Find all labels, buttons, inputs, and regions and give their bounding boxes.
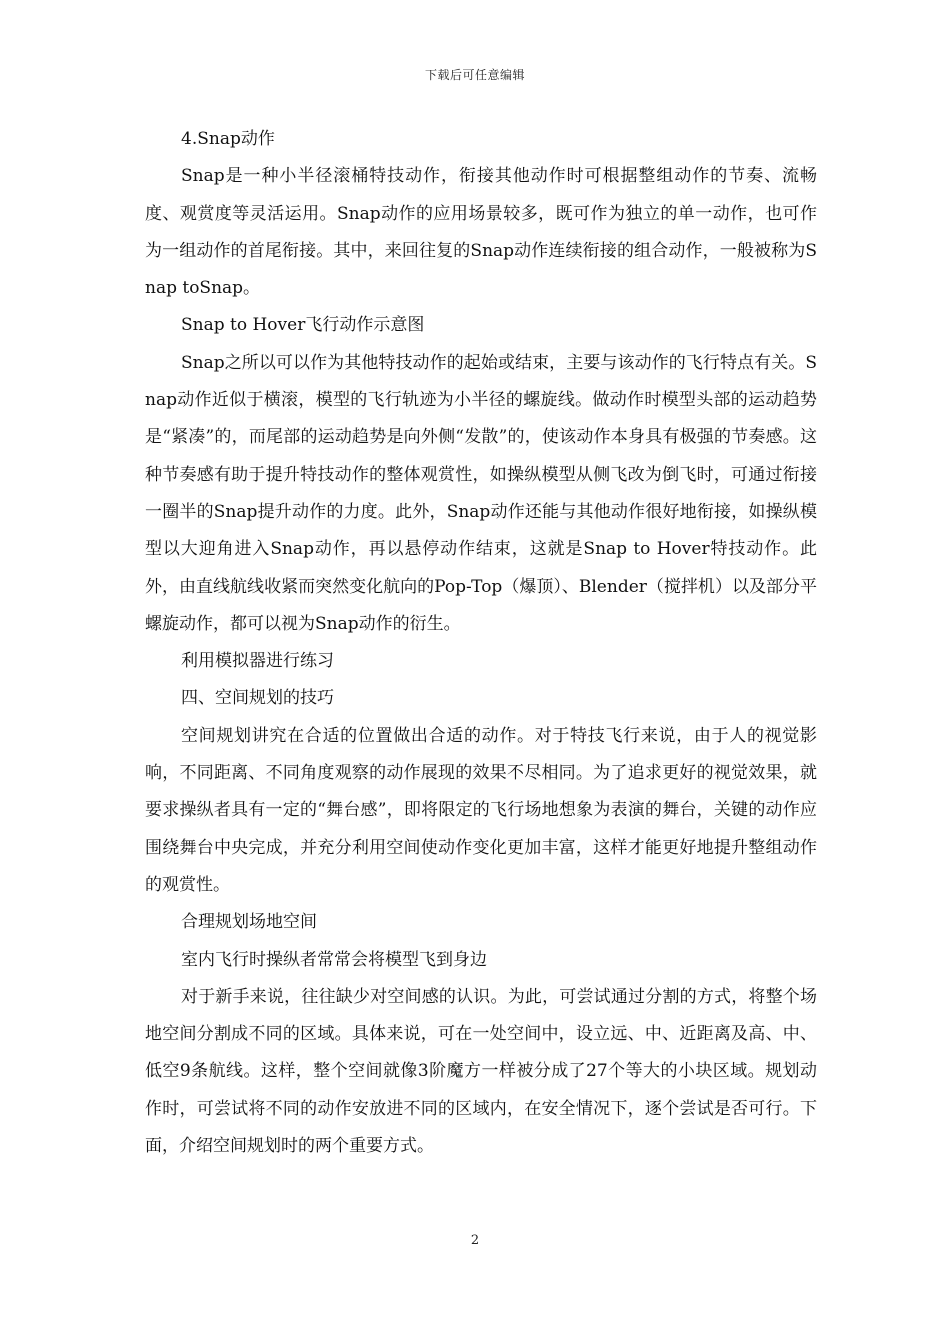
subheading-venue-planning: 合理规划场地空间 (181, 912, 317, 933)
paragraph-snap-characteristics: Snap之所以可以作为其他特技动作的起始或结束，主要与该动作的飞行特点有关。Snap动作近似于横滚，模型的飞行轨迹为小半径的螺旋线。做动作时模型头部的运动趋势是“紧凑”的，而尾部的运动趋势是向外侧“发散”的，使该动作本身具有极强的节奏感。这种节奏感有助于提升特技动作的整体观赏性，如操纵模型从侧飞改为倒飞时，可通过衔接一圈半的Snap提升动作的力度。此外，Snap动作还能与其他动作很好地衔接，如操纵模型以大迎角进入Snap动作，再以悬停动作结束，这就是Snap to Hover特技动作。此外，由直线航线收紧而突然变化航向的Pop-Top（爆顶）、Blender（搅拌机）以及部分平螺旋动作，都可以视为Snap动作的衍生。 (145, 352, 817, 634)
paragraph-snap-intro: Snap是一种小半径滚桶特技动作，衔接其他动作时可根据整组动作的节奏、流畅度、观赏度等灵活运用。Snap动作的应用场景较多，既可作为独立的单一动作，也可作为一组动作的首尾衔接。其中，来回往复的Snap动作连续衔接的组合动作，一般被称为Snap toSnap。 (145, 166, 817, 299)
page-number: 2 (470, 1233, 480, 1248)
figure-caption-snap-to-hover: Snap to Hover飞行动作示意图 (181, 315, 425, 336)
section-heading-snap: 4.Snap动作 (181, 129, 275, 149)
paragraph-space-planning: 空间规划讲究在合适的位置做出合适的动作。对于特技飞行来说，由于人的视觉影响，不同距离、不同角度观察的动作展现的效果不尽相同。为了追求更好的视觉效果，就要求操纵者具有一定的“舞台感”，即将限定的飞行场地想象为表演的舞台，关键的动作应围绕舞台中央完成，并充分利用空间使动作变化更加丰富，这样才能更好地提升整组动作的观赏性。 (145, 725, 817, 895)
paragraph-space-division: 对于新手来说，往往缺少对空间感的认识。为此，可尝试通过分割的方式，将整个场地空间分割成不同的区域。具体来说，可在一处空间中，设立远、中、近距离及高、中、低空9条航线。这样，整个空间就像3阶魔方一样被分成了27个等大的小块区域。规划动作时，可尝试将不同的动作安放进不同的区域内，在安全情况下，逐个尝试是否可行。下面，介绍空间规划时的两个重要方式。 (145, 986, 817, 1157)
section-heading-space-planning: 四、空间规划的技巧 (181, 688, 334, 709)
page-header: 下载后可任意编辑 (424, 68, 525, 82)
document-body (145, 121, 817, 1165)
figure-caption-simulator: 利用模拟器进行练习 (181, 651, 334, 672)
figure-caption-indoor-flight: 室内飞行时操纵者常常会将模型飞到身边 (181, 949, 487, 970)
